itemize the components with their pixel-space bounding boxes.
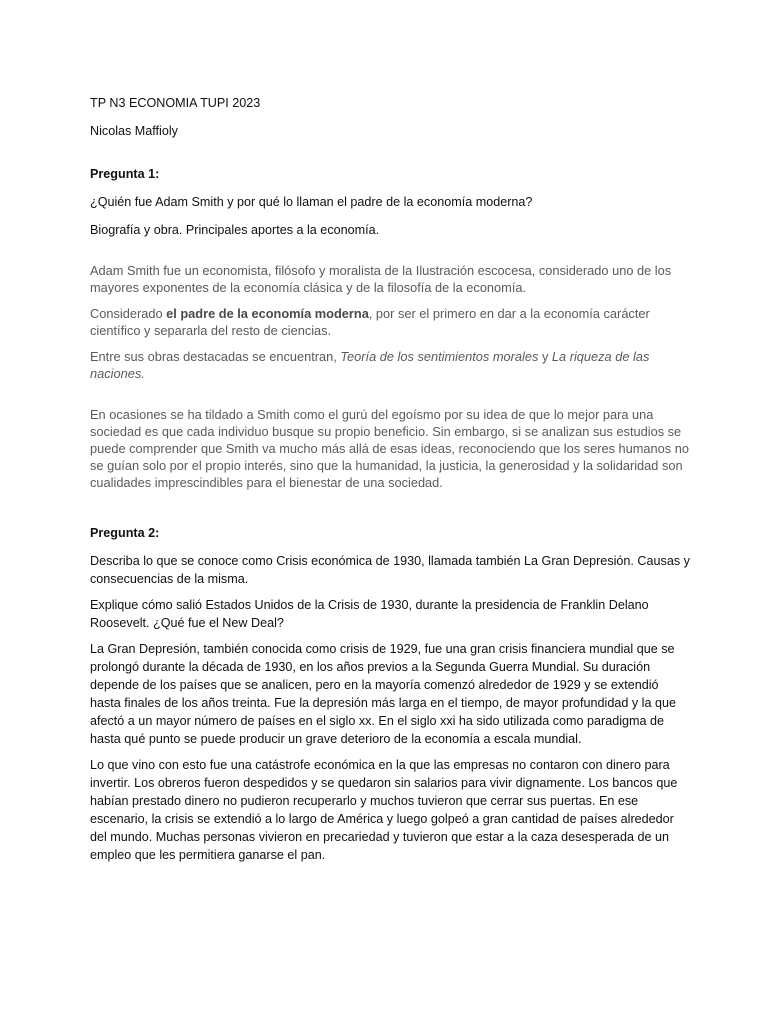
- answer-1-p2-tail: , por ser el primero en dar a la economía carácter científico y separarla del resto de ciencias.: [90, 306, 650, 338]
- question-2-text: Describa lo que se conoce como Crisis económica de 1930, llamada también La Gran Depresión. Causas y consecuencias de la misma.: [90, 554, 690, 586]
- answer-1-work-1: Teoría de los sentimientos morales: [340, 349, 539, 364]
- question-2-heading: Pregunta 2:: [90, 526, 160, 540]
- answer-2-paragraph-1: La Gran Depresión, también conocida como crisis de 1929, fue una gran crisis financiera mundial que se prolongó durante la década de 1930, en los años previos a la Segunda Guerra Mundial. Su duración depende de los países que se analicen, pero en la mayoría comenzó alrededor de 1929 y se extendió hasta finales de los años treinta. Fue la depresión más larga en el tiempo, de mayor profundidad y la que afectó a un mayor número de países en el siglo xx. En el siglo xxi ha sido utilizada como paradigma de hasta qué punto se puede producir un grave deterioro de la economía a escala mundial.: [90, 642, 676, 746]
- answer-1-p3-and: y: [538, 349, 552, 364]
- question-2-subtext: Explique cómo salió Estados Unidos de la Crisis de 1930, durante la presidencia de Franklin Delano Roosevelt. ¿Qué fue el New Deal?: [90, 598, 649, 630]
- answer-1-p2-bold: el padre de la economía moderna: [166, 306, 369, 321]
- question-1-subtext: Biografía y obra. Principales aportes a la economía.: [90, 223, 380, 237]
- answer-1-paragraph-1: Adam Smith fue un economista, filósofo y moralista de la Ilustración escocesa, considerado uno de los mayores exponentes de la economía clásica y de la filosofía de la economía.: [90, 263, 672, 295]
- answer-1-p2-lead: Considerado: [90, 306, 167, 321]
- document-body: [90, 94, 690, 872]
- answer-1-paragraph-4: En ocasiones se ha tildado a Smith como el gurú del egoísmo por su idea de que lo mejor para una sociedad es que cada individuo busque su propio beneficio. Sin embargo, si se analizan sus estudios se puede comprender que Smith va mucho más allá de esas ideas, reconociendo que los seres humanos no se guían solo por el propio interés, sino que la humanidad, la justicia, la generosidad y la solidaridad son cualidades imprescindibles para el bienestar de una sociedad.: [90, 407, 689, 490]
- question-1-text: ¿Quién fue Adam Smith y por qué lo llaman el padre de la economía moderna?: [90, 195, 533, 209]
- answer-1-work-2: La riqueza de las naciones.: [90, 349, 650, 381]
- question-1-section: [90, 165, 690, 491]
- question-1-heading: Pregunta 1:: [90, 167, 160, 181]
- answer-1-p3-lead: Entre sus obras destacadas se encuentran,: [90, 349, 341, 364]
- answer-1-paragraph-3: [90, 348, 690, 382]
- question-2-section: [90, 524, 690, 864]
- author-name: Nicolas Maffioly: [90, 124, 178, 138]
- answer-2-paragraph-2: Lo que vino con esto fue una catástrofe económica en la que las empresas no contaron con dinero para invertir. Los obreros fueron despedidos y se quedaron sin salarios para vivir dignamente. Los bancos que habían prestado dinero no pudieron recuperarlo y muchos tuvieron que cerrar sus puertas. En ese escenario, la crisis se extendió a lo largo de América y luego golpeó a gran cantidad de países alrededor del mundo. Muchas personas vivieron en precariedad y tuvieron que estar a la caza desesperada de un empleo que les permitiera ganarse el pan.: [90, 758, 678, 862]
- document-title: TP N3 ECONOMIA TUPI 2023: [90, 96, 261, 110]
- answer-1-paragraph-2: [90, 305, 690, 339]
